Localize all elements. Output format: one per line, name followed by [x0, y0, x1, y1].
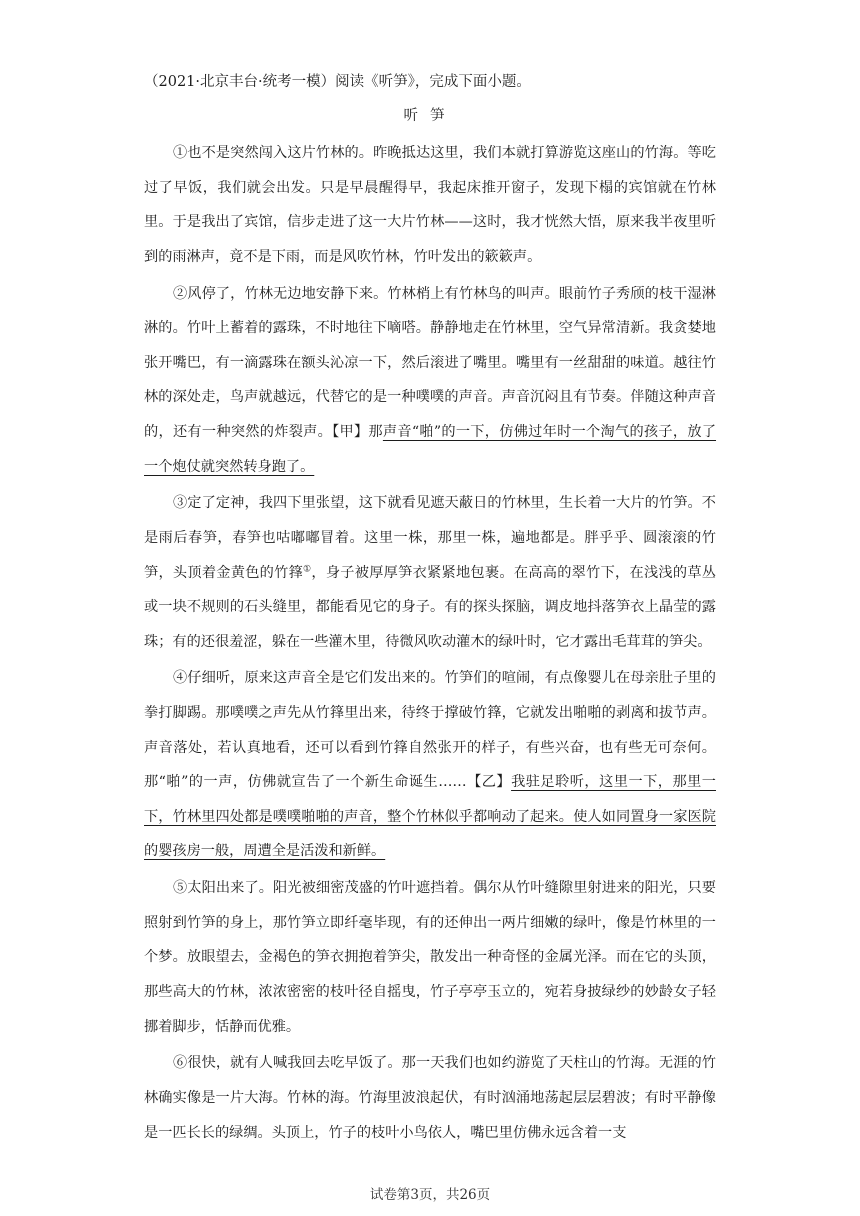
footnote-marker: ①	[303, 563, 312, 574]
paragraph-1	[144, 136, 716, 274]
paragraph-5-text: ⑤太阳出来了。阳光被细密茂盛的竹叶遮挡着。偶尔从竹叶缝隙里射进来的阳光，只要照射到竹笋的身上，那竹笋立即纤毫毕现，有的还伸出一两片细嫩的绿叶，像是竹林里的一个梦。放眼望去，金褐色的笋衣拥抱着笋尖，散发出一种奇怪的金属光泽。而在它的头顶，那些高大的竹林，浓浓密密的枝叶径自摇曳，竹子亭亭玉立的，宛若身披绿纱的妙龄女子轻挪着脚步，恬静而优雅。	[144, 880, 716, 1035]
paragraph-2	[144, 277, 716, 485]
paragraph-4-text: ④仔细听，原来这声音全是它们发出来的。竹笋们的喧闹，有点像婴儿在母亲肚子里的拳打脚踢。那噗噗之声先从竹箨里出来，待终于撑破竹箨，它就发出啪啪的剥离和拔节声。声音落处，若认真地看，还可以看到竹箨自然张开的样子，有些兴奋，也有些无可奈何。那“啪”的一声，仿佛就宣告了一个新生命诞生……【乙】	[144, 670, 716, 791]
paragraph-4	[144, 661, 716, 869]
underlined-sentence-jia: 声音“啪”的一下，仿佛过年时一个淘气的孩子，放了一个炮仗就突然转身跑了。	[144, 423, 717, 475]
article-body	[144, 136, 716, 1152]
article-title: 听笋	[403, 108, 457, 124]
paragraph-3-text-b: ，身子被厚厚笋衣紧紧地包裹。在高高的翠竹下，在浅浅的草丛或一块不规则的石头缝里，都能看见它的身子。有的探头探脑，调皮地抖落笋衣上晶莹的露珠；有的还很羞涩，躲在一些灌木里，待微风吹动灌木的绿叶时，它才露出毛茸茸的笋尖。	[144, 564, 716, 650]
paragraph-6-text: ⑥很快，就有人喊我回去吃早饭了。那一天我们也如约游览了天柱山的竹海。无涯的竹林确实像是一片大海。竹林的海。竹海里波浪起伏，有时汹涌地荡起层层碧波；有时平静像是一匹长长的绿绸。头顶上，竹子的枝叶小鸟依人，嘴巴里仿佛永远含着一支	[144, 1055, 716, 1141]
paragraph-5	[144, 871, 716, 1044]
paragraph-3-text-a: ③定了定神，我四下里张望，这下就看见遮天蔽日的竹林里，生长着一大片的竹笋。不是雨后春笋，春笋也咕嘟嘟冒着。这里一株，那里一株，遍地都是。胖乎乎、圆滚滚的竹笋，头顶着金黄色的竹箨	[144, 495, 716, 581]
paragraph-3	[144, 486, 716, 659]
paragraph-2-text: ②风停了，竹林无边地安静下来。竹林梢上有竹林鸟的叫声。眼前竹子秀颀的枝干湿淋淋的。竹叶上蓄着的露珠，不时地往下嘀嗒。静静地走在竹林里，空气异常清新。我贪婪地张开嘴巴，有一滴露珠在额头沁凉一下，然后滚进了嘴里。嘴里有一丝甜甜的味道。越往竹林的深处走，鸟声就越远，代替它的是一种噗噗的声音。声音沉闷且有节奏。伴随这种声音的，还有一种突然的炸裂声。【甲】那	[144, 285, 716, 440]
page-footer: 试卷第3页，共26页	[369, 1187, 491, 1203]
paragraph-6	[144, 1046, 716, 1150]
question-source-header: （2021·北京丰台·统考一模）阅读《听笋》，完成下面小题。	[144, 74, 531, 90]
underlined-sentence-yi: 我驻足聆听，这里一下，那里一下，竹林里四处都是噗噗啪啪的声音，整个竹林似乎都响动了起来。使人如同置身一家医院的婴孩房一般，周遭全是活泼和新鲜。	[144, 774, 716, 860]
paragraph-1-text: ①也不是突然闯入这片竹林的。昨晚抵达这里，我们本就打算游览这座山的竹海。等吃过了早饭，我们就会出发。只是早晨醒得早，我起床推开窗子，发现下榻的宾馆就在竹林里。于是我出了宾馆，信步走进了这一大片竹林——这时，我才恍然大悟，原来我半夜里听到的雨淋声，竟不是下雨，而是风吹竹林，竹叶发出的簌簌声。	[144, 145, 716, 265]
